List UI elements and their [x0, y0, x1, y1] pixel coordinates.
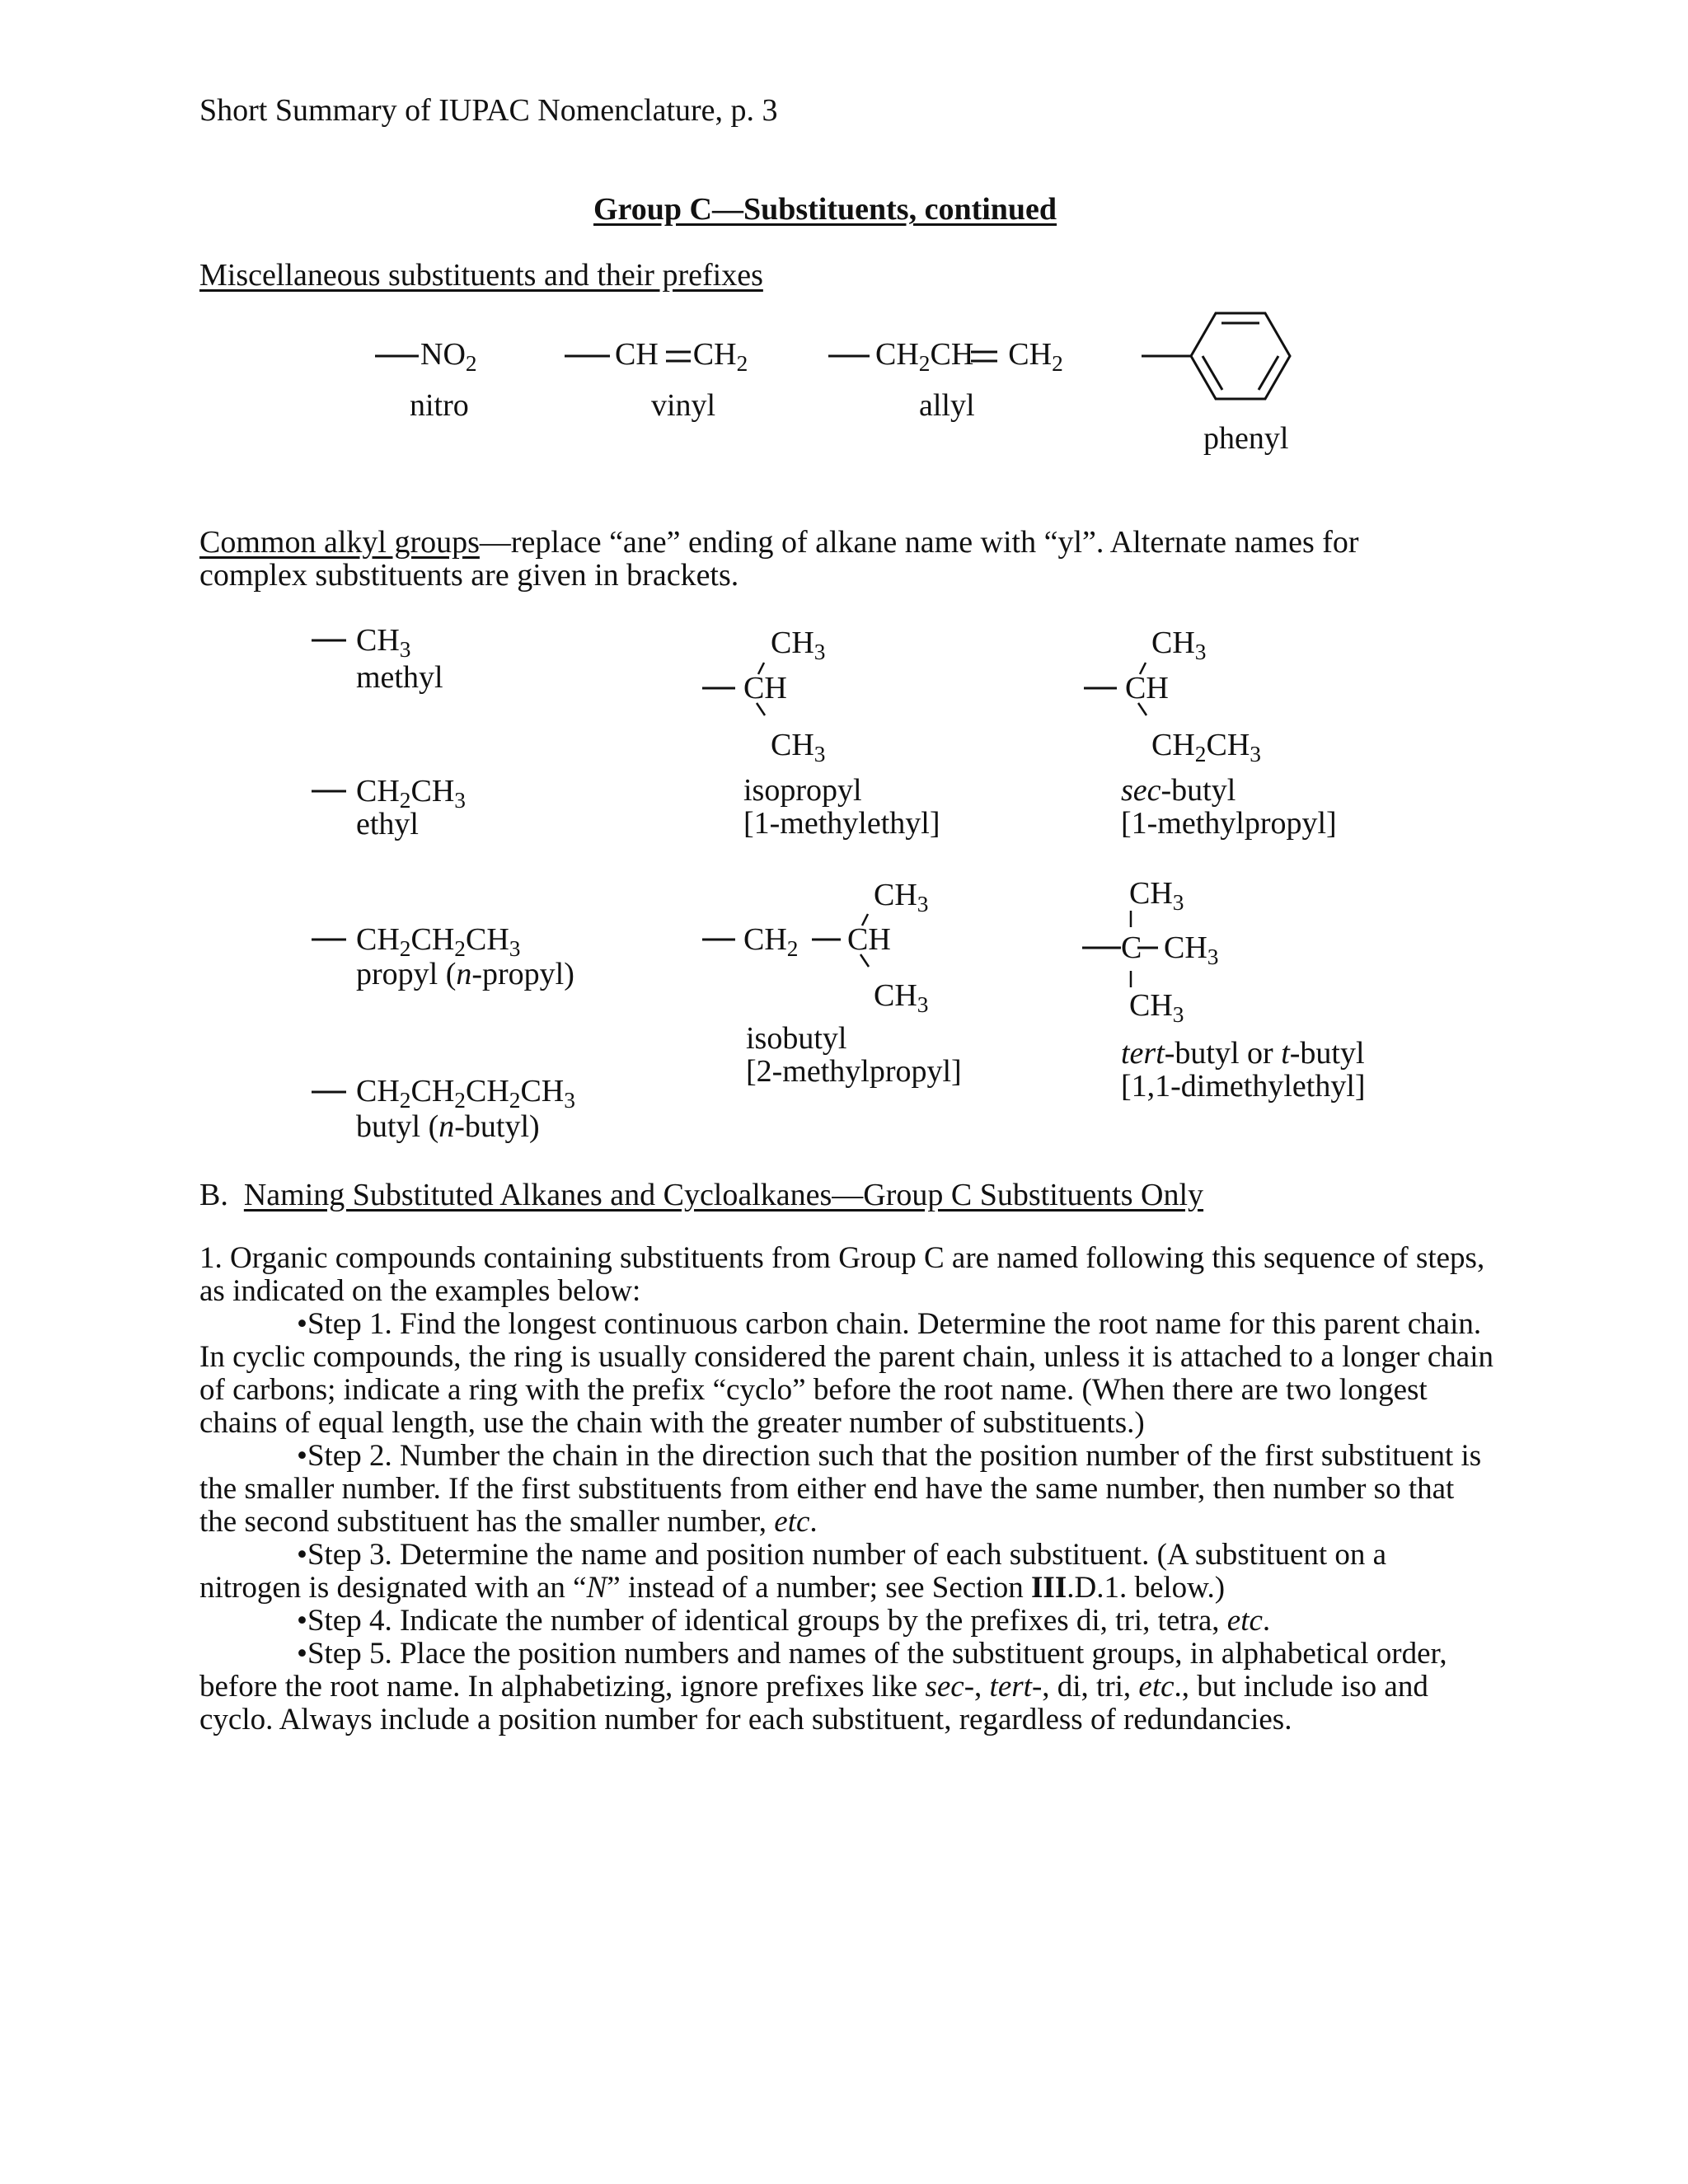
isobutyl-top-ch3: $CH_3$	[874, 878, 929, 916]
ethyl-formula: $CH_2CH_3$	[356, 774, 466, 813]
allyl-label: allyl	[919, 388, 975, 423]
isopropyl-top-ch3: $CH_3$	[771, 626, 826, 664]
methyl-formula: $CH_3$	[356, 623, 411, 662]
isobutyl-alt: [2-methylpropyl]	[746, 1054, 962, 1089]
section-title: Group C—Substituents, continued	[593, 192, 1057, 227]
butyl-label: butyl (n-butyl)	[356, 1109, 540, 1144]
isobutyl-label: isobutyl	[746, 1021, 847, 1056]
isobutyl-bottom-ch3: $CH_3$	[874, 978, 929, 1017]
intro-paragraph: 1. Organic compounds containing substituents from Group C are named following this sequence of steps, as indicated on the examples below:	[199, 1241, 1485, 1308]
ethyl-label: ethyl	[356, 807, 419, 841]
step-4: •Step 4. Indicate the number of identical groups by the prefixes di, tri, tetra, etc.	[297, 1604, 1271, 1638]
step-2: •Step 2. Number the chain in the direction such that the position number of the first substituent is the smaller number. If the first substituents from either end have the same number, then number so that the second substituent has the smaller number, etc.	[199, 1439, 1482, 1539]
benzene-ring-icon	[1142, 313, 1290, 399]
tertbutyl-bottom-ch3: $CH_3$	[1129, 988, 1184, 1027]
alkyl-heading-line2: complex substituents are given in brackets.	[199, 558, 739, 593]
isopropyl-ch: CH	[743, 671, 787, 705]
running-header: Short Summary of IUPAC Nomenclature, p. 3	[199, 93, 778, 128]
allyl-formula: $CH_2CH$ $CH_2$	[875, 337, 1063, 376]
secbutyl-top-ch3: $CH_3$	[1151, 626, 1207, 664]
nitro-label: nitro	[410, 388, 469, 423]
tertbutyl-top-ch3: $CH_3$	[1129, 876, 1184, 915]
isobutyl-ch: CH	[847, 922, 891, 957]
vinyl-formula: CH $CH_2$	[615, 337, 748, 376]
butyl-formula: $CH_2CH_2CH_2CH_3$	[356, 1074, 575, 1113]
misc-heading: Miscellaneous substituents and their prefixes	[199, 258, 763, 293]
secbutyl-bottom-ch2ch3: $CH_2CH_3$	[1151, 728, 1261, 766]
isopropyl-alt: [1-methylethyl]	[743, 806, 940, 841]
secbutyl-ch: CH	[1125, 671, 1169, 705]
propyl-label: propyl (n-propyl)	[356, 957, 574, 991]
body-text	[199, 1242, 1493, 1736]
tertbutyl-c: C	[1121, 930, 1142, 965]
phenyl-label: phenyl	[1203, 421, 1289, 456]
step-3: •Step 3. Determine the name and position number of each substituent. (A substituent on a nitrogen is designated with an “N” instead of a number; see Section III.D.1. below.)	[199, 1538, 1387, 1605]
propyl-formula: $CH_2CH_2CH_3$	[356, 922, 521, 961]
step-1: •Step 1. Find the longest continuous carbon chain. Determine the root name for this parent chain. In cyclic compounds, the ring is usually considered the parent chain, unless it is attached to a longer chain of carbons; indicate a ring with the prefix “cyclo” before the root name. (When there are two longest chains of equal length, use the chain with the greater number of substituents.)	[199, 1307, 1493, 1440]
methyl-label: methyl	[356, 660, 443, 695]
section-b-heading: B. Naming Substituted Alkanes and Cycloalkanes—Group C Substituents Only	[199, 1178, 1204, 1212]
isopropyl-bottom-ch3: $CH_3$	[771, 728, 826, 766]
vinyl-label: vinyl	[651, 388, 716, 423]
nitro-formula: $NO_2$	[420, 337, 477, 376]
isobutyl-ch2: $CH_2$	[743, 922, 799, 961]
tertbutyl-right-ch3: $CH_3$	[1164, 930, 1219, 969]
tertbutyl-label: tert-butyl or t-butyl	[1121, 1036, 1365, 1071]
tertbutyl-alt: [1,1-dimethylethyl]	[1121, 1069, 1366, 1104]
secbutyl-label: sec-butyl	[1121, 773, 1236, 808]
secbutyl-alt: [1-methylpropyl]	[1121, 806, 1337, 841]
step-5: •Step 5. Place the position numbers and names of the substituent groups, in alphabetical order, before the root name. In alphabetizing, ignore prefixes like sec-, tert-, di, tri, etc., but include iso and cyclo. Always include a position number for each substituent, regardless of redundancies.	[199, 1637, 1447, 1736]
isopropyl-label: isopropyl	[743, 773, 862, 808]
alkyl-heading: Common alkyl groups—replace “ane” ending of alkane name with “yl”. Alternate names for	[199, 525, 1359, 560]
